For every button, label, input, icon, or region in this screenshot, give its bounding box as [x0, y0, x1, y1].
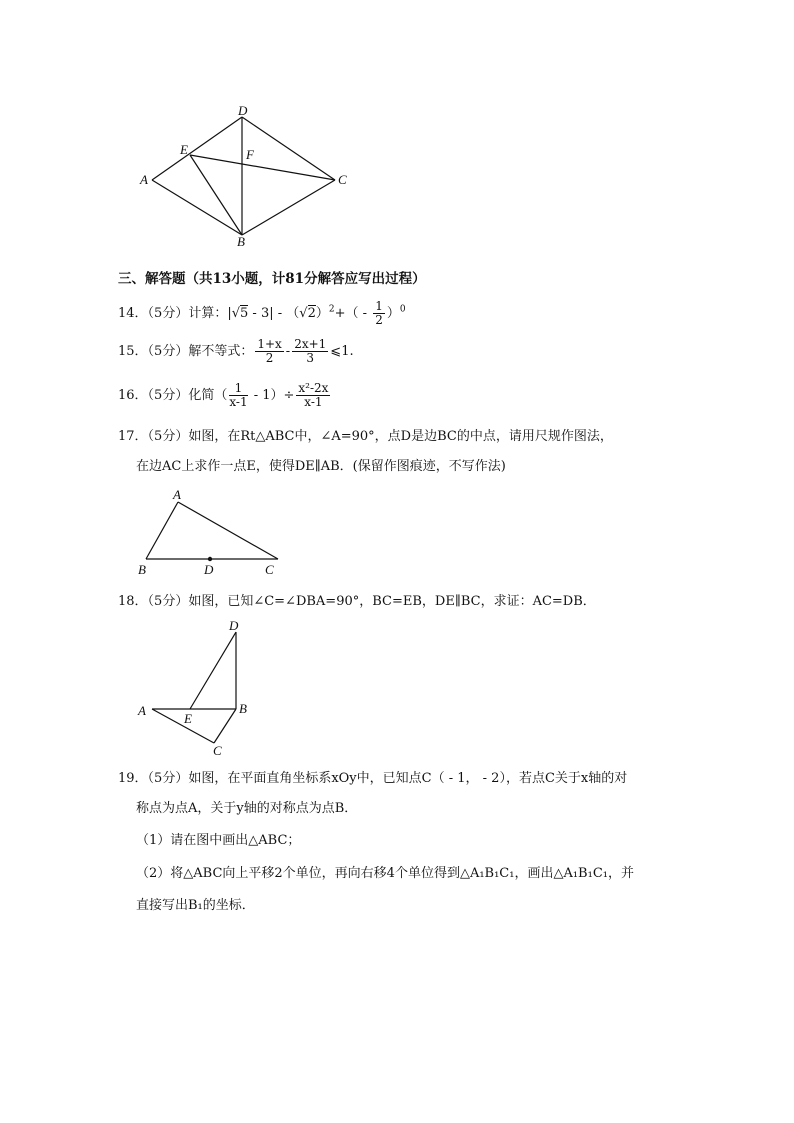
q16-frac1-num: 1 [229, 382, 247, 396]
fig18-label-e: E [184, 711, 192, 726]
q14-half-den: 2 [375, 313, 383, 327]
q16-frac1-den: x-1 [229, 395, 248, 409]
question-16 [118, 382, 332, 409]
q14-prefix: 14．（5分）计算： [118, 306, 228, 321]
q14-sqrt2-value: 2 [307, 306, 316, 321]
q15-frac2-den: 3 [306, 351, 315, 365]
fig18-label-c: C [213, 743, 222, 758]
fig13-label-e: E [180, 142, 188, 157]
fig18-label-d: D [229, 618, 239, 633]
fig18-label-b: B [239, 701, 247, 716]
q14-abs-open: | [227, 306, 232, 321]
fig17-label-d: D [204, 562, 214, 577]
q15-frac2-num: 2x+1 [294, 337, 327, 351]
q14-minus3: - 3| [248, 306, 274, 321]
q14-minus-paren: - （ [273, 306, 300, 321]
q16-prefix: 16．（5分）化简（ [118, 388, 228, 403]
q14-paren-close: ） [386, 306, 400, 321]
fig17-label-b: B [138, 562, 146, 577]
fig13-label-d: D [238, 105, 248, 118]
question-17-line1: 17．（5分）如图，在Rt△ABC中，∠A=90°，点D是边BC的中点，请用尺规作图法， [118, 429, 613, 444]
question-19-line4: （2）将△ABC向上平移2个单位，再向右移4个单位得到△A₁B₁C₁，画出△A₁B₁C₁，并 [136, 866, 634, 881]
fig18-label-a: A [138, 703, 146, 718]
fig17-label-a: A [173, 487, 181, 502]
q14-plus: + [334, 306, 346, 321]
fig17-label-c: C [265, 562, 274, 577]
q15-frac1-den: 2 [265, 351, 274, 365]
q16-mid: - 1）÷ [249, 388, 295, 403]
fig13-label-f: F [246, 147, 254, 162]
question-18-line1: 18．（5分）如图，已知∠C=∠DBA=90°，BC=EB，DE∥BC，求证：AC=DB． [118, 594, 596, 609]
q14-half-num: 1 [375, 299, 383, 313]
q14-sqrt2: √2 [299, 306, 316, 321]
q14-sqrt5: √5 [231, 306, 249, 321]
question-19-line3: （1）请在图中画出△ABC； [136, 833, 301, 848]
q15-frac1 [255, 338, 283, 365]
q15-prefix: 15．（5分）解不等式： [118, 344, 254, 359]
fig13-label-c: C [338, 172, 347, 187]
question-19-line5: 直接写出B₁的坐标． [136, 898, 255, 913]
question-19-line1: 19．（5分）如图，在平面直角坐标系xOy中，已知点C（ - 1， - 2），若点C关于x轴的对 [118, 771, 628, 786]
q15-frac2 [292, 338, 328, 365]
fig13-label-a: A [140, 172, 148, 187]
question-17-line2: 在边AC上求作一点E，使得DE∥AB．(保留作图痕迹，不写作法) [136, 459, 506, 474]
q14-pow2: 2 [328, 304, 335, 315]
q14-half [373, 300, 385, 327]
fig13-label-b: B [237, 234, 245, 249]
q15-tail: ⩽1. [330, 344, 354, 359]
q15-minus: - [285, 344, 291, 359]
figure-q18 [130, 615, 260, 760]
q16-frac2-num: x²-2x [298, 381, 329, 395]
q16-frac1 [229, 382, 247, 409]
question-14: 14．（5分）计算：$|√5 - 3| - (√2)^2+$（ - $\frac{1}{2}$ ）$^0$ [118, 299, 406, 327]
q16-frac2-den: x-1 [304, 395, 323, 409]
figure-rhombus-abcd [130, 105, 360, 255]
question-15 [118, 338, 354, 365]
section-heading: 三、解答题（共13小题，计81分解答应写出过程） [118, 271, 426, 287]
q16-frac2 [296, 382, 330, 409]
q14-pow0: 0 [399, 304, 406, 315]
figure-triangle-abc [130, 485, 300, 580]
q14-sqrt5-value: 5 [240, 306, 249, 321]
q14-paren-open: （ - [345, 306, 372, 321]
question-19-line2: 称点为点A，关于y轴的对称点为点B． [136, 801, 358, 816]
q15-frac1-num: 1+x [257, 337, 282, 351]
